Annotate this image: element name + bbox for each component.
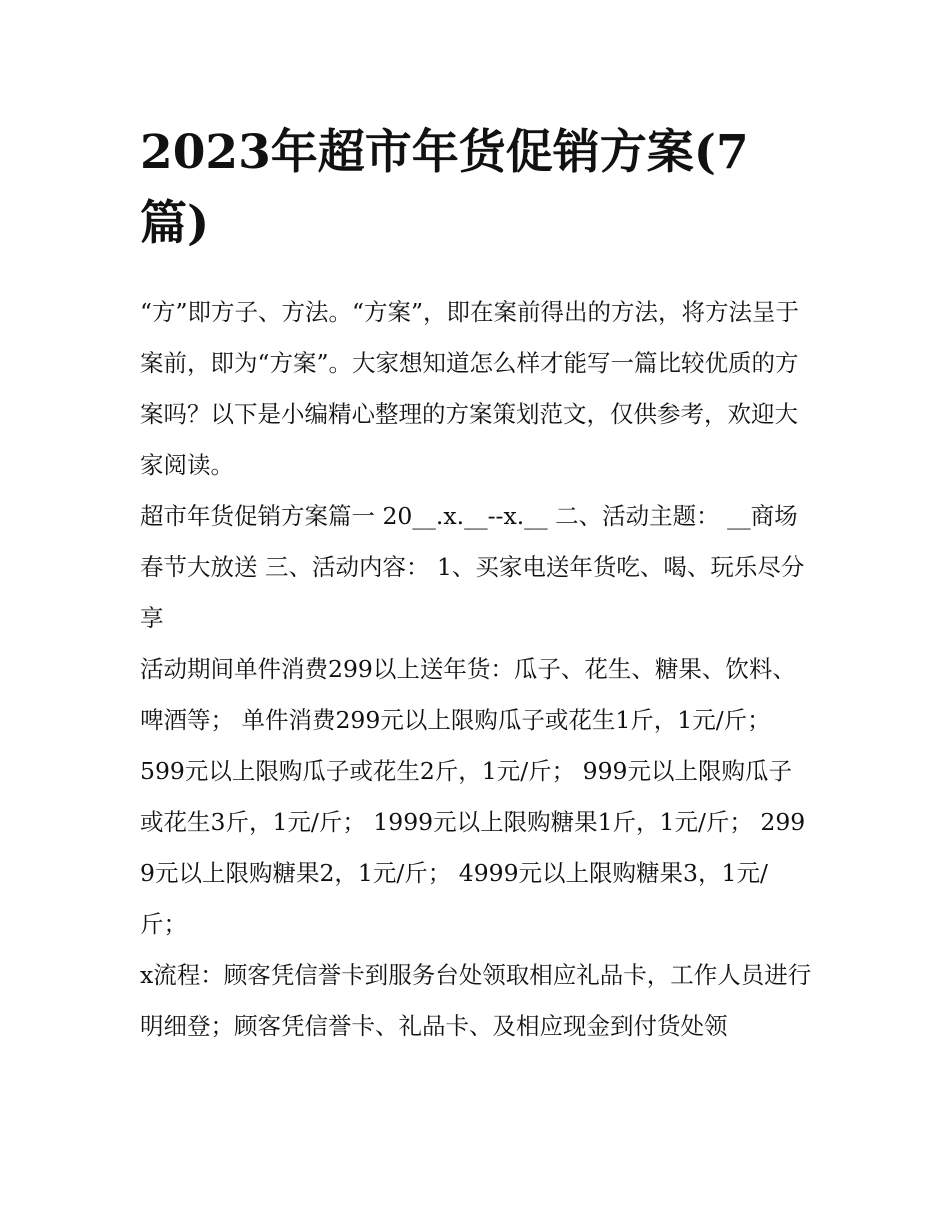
paragraph-activity-theme: 超市年货促销方案篇一 20__.x.__--x.__ 二、活动主题： __商场春节大放送 三、活动内容： 1、买家电送年货吃、喝、玩乐尽分享 [140, 502, 805, 632]
paragraph-purchase-limits: 599元以上限购瓜子或花生2斤，1元/斤； 999元以上限购瓜子或花生3斤，1元/斤； 1999元以上限购糖果1斤，1元/斤； 2999元以上限购糖果2，1元/斤； 4999元以上限购糖果3，1元/斤； [140, 757, 806, 938]
document-body [140, 117, 814, 1052]
document-title: 2023年超市年货促销方案(7篇) [140, 125, 749, 251]
paragraph-intro: “方”即方子、方法。“方案”，即在案前得出的方法，将方法呈于案前，即为“方案”。大家想知道怎么样才能写一篇比较优质的方案吗？以下是小编精心整理的方案策划范文，仅供参考，欢迎大家阅读。 [140, 298, 800, 479]
paragraph-gift-rules: 活动期间单件消费299以上送年货：瓜子、花生、糖果、饮料、啤酒等； 单件消费299元以上限购瓜子或花生1斤，1元/斤； [140, 655, 796, 734]
paragraph-process: x流程：顾客凭信誉卡到服务台处领取相应礼品卡，工作人员进行明细登；顾客凭信誉卡、礼品卡、及相应现金到付货处领 [140, 961, 812, 1040]
